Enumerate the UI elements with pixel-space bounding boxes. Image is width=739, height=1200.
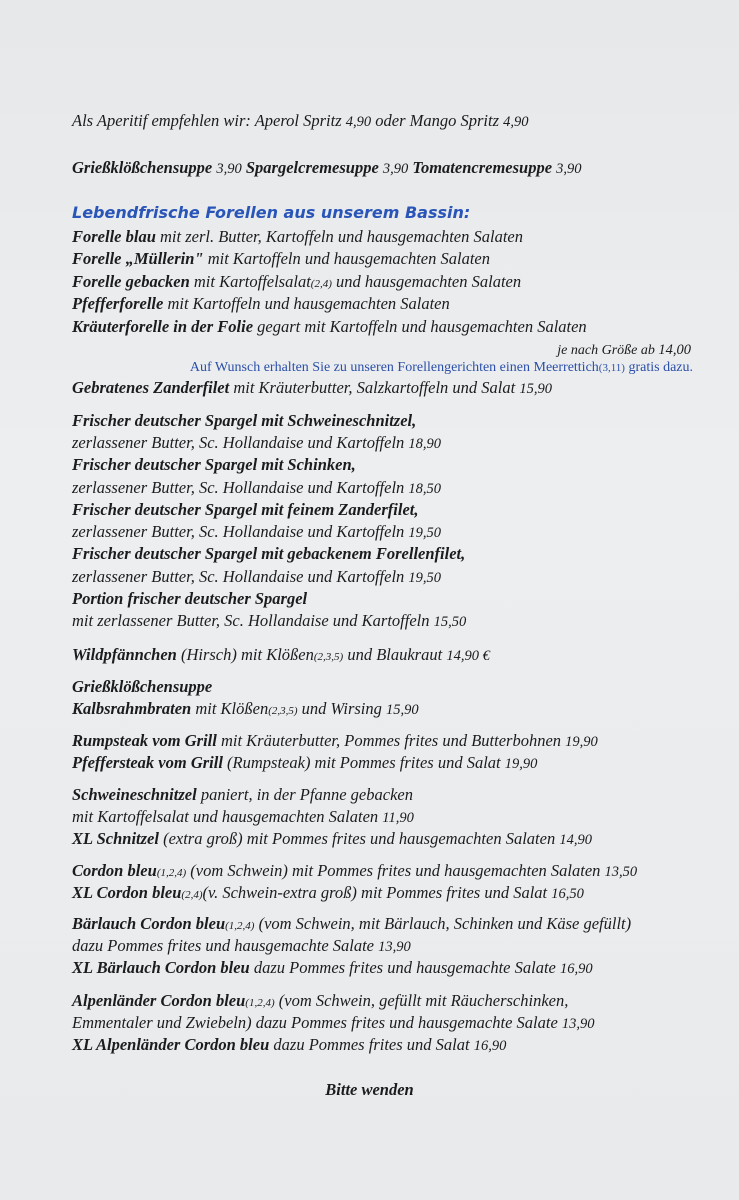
- allergen-note: (2,3,5): [313, 651, 344, 663]
- footer-note: Bitte wenden: [325, 1080, 414, 1099]
- allergen-note: (1,2,4): [156, 867, 187, 879]
- dish-desc: (extra groß) mit Pommes frites und hausgemachten Salaten: [163, 829, 556, 848]
- dish-desc: Pommes frites und Butterbohnen: [344, 731, 562, 750]
- allergen-note: (2,3,5): [268, 705, 298, 717]
- dish-name: Rumpsteak vom Grill: [72, 731, 217, 750]
- dish-desc: mit Kartoffelsalat und hausgemachten Salaten: [72, 807, 379, 826]
- veal-soup: Grießklößchensuppe: [72, 677, 213, 696]
- aperitif-intro: Als Aperitif empfehlen wir: Aperol Spritz: [72, 111, 342, 130]
- alpen-line: [72, 991, 568, 1013]
- trout-desc: und hausgemachten Salaten: [335, 272, 522, 291]
- dish-name: Bärlauch Cordon bleu: [72, 914, 226, 933]
- aperitif-line: [72, 111, 529, 132]
- size-note-text: je nach Größe ab: [557, 343, 655, 358]
- soup-spargel: Spargelcremesuppe: [245, 158, 379, 177]
- aperitif-mid: oder Mango Spritz: [375, 111, 500, 130]
- dish-desc: dazu Pommes frites und hausgemachte Salate: [253, 958, 556, 977]
- trout-name: Kräuterforelle in der Folie: [72, 317, 254, 336]
- dish-name: XL Alpenländer Cordon bleu: [72, 1035, 270, 1054]
- dish-name: Alpenländer Cordon bleu: [72, 991, 246, 1010]
- dish-desc: zerlassener Butter, Sc. Hollandaise und Kartoffeln: [72, 567, 405, 586]
- asparagus-title-1: Frischer deutscher Spargel mit Schweineschnitzel,: [72, 411, 417, 430]
- allergen-note: (1,2,4): [245, 997, 275, 1009]
- horseradish-text: Auf Wunsch erhalten Sie zu unseren Forellengerichten einen Meerrettich: [189, 360, 599, 375]
- soup-spargel-price: 3,90: [382, 161, 409, 177]
- schnitzel-line: [72, 785, 413, 805]
- dish-name: XL Bärlauch Cordon bleu: [72, 958, 250, 977]
- soup-griess-price: 3,90: [216, 161, 242, 177]
- baerlauch-line-2: [72, 936, 411, 957]
- dish-desc: (vom Schwein) mit Pommes frites und hausgemachten Salaten: [190, 861, 601, 880]
- dish-price: 19,50: [408, 525, 442, 541]
- dish-desc: (Rumpsteak) mit Pommes frites und Salat: [227, 753, 501, 772]
- xl-alpen-line: [72, 1035, 506, 1056]
- soup-tomate: Tomatencremesuppe: [412, 158, 553, 177]
- dish-desc: mit Kräuterbutter,: [220, 731, 341, 750]
- dish-desc: (Hirsch) mit Klößen: [180, 645, 314, 664]
- dish-desc: und Blaukraut: [347, 645, 443, 664]
- trout-name: Pfefferforelle: [72, 294, 164, 313]
- xl-baerlauch-line: [72, 958, 593, 979]
- dish-name: Schweineschnitzel: [72, 785, 197, 804]
- asparagus-title-5: Portion frischer deutscher Spargel: [72, 589, 308, 608]
- trout-name: Forelle „Müllerin": [72, 249, 204, 268]
- dish-desc: zerlassener Butter, Sc. Hollandaise und Kartoffeln: [72, 433, 405, 452]
- trout-item-4: [72, 294, 450, 314]
- allergen-note: (2,4): [310, 278, 332, 290]
- zander-line: [72, 378, 552, 399]
- dish-price: 14,90 €: [446, 648, 490, 664]
- dish-price: 19,90: [504, 756, 538, 772]
- cordon-line: [72, 861, 637, 883]
- dish-price: 18,50: [408, 481, 442, 497]
- dish-name: XL Schnitzel: [72, 829, 159, 848]
- trout-name: Forelle blau: [72, 227, 156, 246]
- schnitzel-line-2: [72, 807, 414, 828]
- dish-price: 13,90: [378, 939, 411, 955]
- allergen-note: (3,11): [598, 362, 625, 374]
- xl-schnitzel-line: [72, 829, 592, 850]
- soups-line: [72, 158, 582, 179]
- asparagus-title-4: Frischer deutscher Spargel mit gebackenem Forellenfilet,: [72, 544, 466, 563]
- trout-desc: mit zerl. Butter, Kartoffeln und hausgemachten Salaten: [160, 227, 523, 246]
- dish-name: Cordon bleu: [72, 861, 157, 880]
- veal-line: [72, 699, 419, 721]
- dish-desc: dazu Pommes frites und hausgemachte Salate: [72, 936, 375, 955]
- pfeffersteak-line: [72, 753, 537, 774]
- dish-desc: (v. Schwein-extra groß) mit Pommes frites und Salat: [202, 883, 548, 902]
- asparagus-desc-2: [72, 478, 441, 499]
- dish-price: 15,90: [519, 381, 552, 397]
- trout-desc: mit Kartoffeln und hausgemachten Salaten: [207, 249, 490, 268]
- dish-desc: mit zerlassener Butter, Sc. Hollandaise und Kartoffeln: [72, 611, 430, 630]
- allergen-note: (1,2,4): [225, 920, 255, 932]
- asparagus-desc-1: [72, 433, 441, 454]
- dish-name: Gebratenes Zanderfilet: [72, 378, 230, 397]
- allergen-note: (2,4): [181, 889, 203, 901]
- trout-item-3: [72, 272, 521, 294]
- xl-cordon-line: [72, 883, 584, 905]
- size-note-price: 14,00: [658, 342, 691, 358]
- dish-name: XL Cordon bleu: [72, 883, 182, 902]
- dish-desc: Emmentaler und Zwiebeln) dazu Pommes frites und hausgemachte Salate: [72, 1013, 558, 1032]
- horseradish-note: [190, 358, 693, 378]
- trout-item-1: [72, 227, 523, 247]
- wild-line: [72, 645, 490, 667]
- dish-price: 11,90: [382, 810, 414, 826]
- dish-desc: zerlassener Butter, Sc. Hollandaise und Kartoffeln: [72, 478, 405, 497]
- dish-name: Kalbsrahmbraten: [72, 699, 192, 718]
- horseradish-text-end: gratis dazu.: [628, 360, 693, 375]
- dish-desc: dazu Pommes frites und Salat: [273, 1035, 470, 1054]
- asparagus-title-3: Frischer deutscher Spargel mit feinem Zanderfilet,: [72, 500, 419, 519]
- dish-price: 19,90: [565, 734, 598, 750]
- dish-desc: mit Klößen: [195, 699, 269, 718]
- asparagus-title-2: Frischer deutscher Spargel mit Schinken,: [72, 455, 356, 474]
- trout-item-5: [72, 317, 587, 337]
- dish-price: 16,90: [560, 961, 593, 977]
- trout-name: Forelle gebacken: [72, 272, 190, 291]
- asparagus-desc-3: [72, 522, 441, 543]
- dish-name: Wildpfännchen: [72, 645, 177, 664]
- dish-price: 18,90: [408, 436, 442, 452]
- dish-price: 16,90: [473, 1038, 507, 1054]
- trout-desc: mit Kartoffeln und hausgemachten Salaten: [167, 294, 450, 313]
- dish-price: 15,90: [386, 702, 419, 718]
- dish-price: 14,90: [559, 832, 592, 848]
- dish-price: 16,50: [551, 886, 584, 902]
- dish-desc: mit Kräuterbutter, Salzkartoffeln und Salat: [233, 378, 516, 397]
- dish-desc: (vom Schwein, mit Bärlauch, Schinken und Käse gefüllt): [258, 914, 632, 933]
- aperitif-price-aperol: 4,90: [345, 114, 372, 130]
- dish-name: Pfeffersteak vom Grill: [72, 753, 223, 772]
- asparagus-desc-4: [72, 567, 441, 588]
- trout-heading: Lebendfrische Forellen aus unserem Bassin:: [72, 203, 471, 222]
- dish-desc: paniert, in der Pfanne gebacken: [200, 785, 413, 804]
- soup-tomate-price: 3,90: [556, 161, 582, 177]
- trout-item-2: [72, 249, 490, 269]
- rumpsteak-line: [72, 731, 598, 752]
- dish-desc: zerlassener Butter, Sc. Hollandaise und Kartoffeln: [72, 522, 405, 541]
- alpen-line-2: [72, 1013, 595, 1034]
- dish-price: 15,50: [433, 614, 467, 630]
- aperitif-price-mango: 4,90: [503, 114, 529, 130]
- trout-desc: gegart mit Kartoffeln und hausgemachten Salaten: [257, 317, 587, 336]
- dish-price: 13,50: [604, 864, 638, 880]
- soup-griess: Grießklößchensuppe: [72, 158, 213, 177]
- dish-desc: (vom Schwein, gefüllt mit Räucherschinken,: [278, 991, 569, 1010]
- dish-price: 19,50: [408, 570, 442, 586]
- asparagus-desc-5: [72, 611, 466, 632]
- dish-desc: und Wirsing: [301, 699, 382, 718]
- dish-price: 13,90: [561, 1016, 595, 1032]
- trout-desc: mit Kartoffelsalat: [193, 272, 311, 291]
- baerlauch-line: [72, 914, 631, 936]
